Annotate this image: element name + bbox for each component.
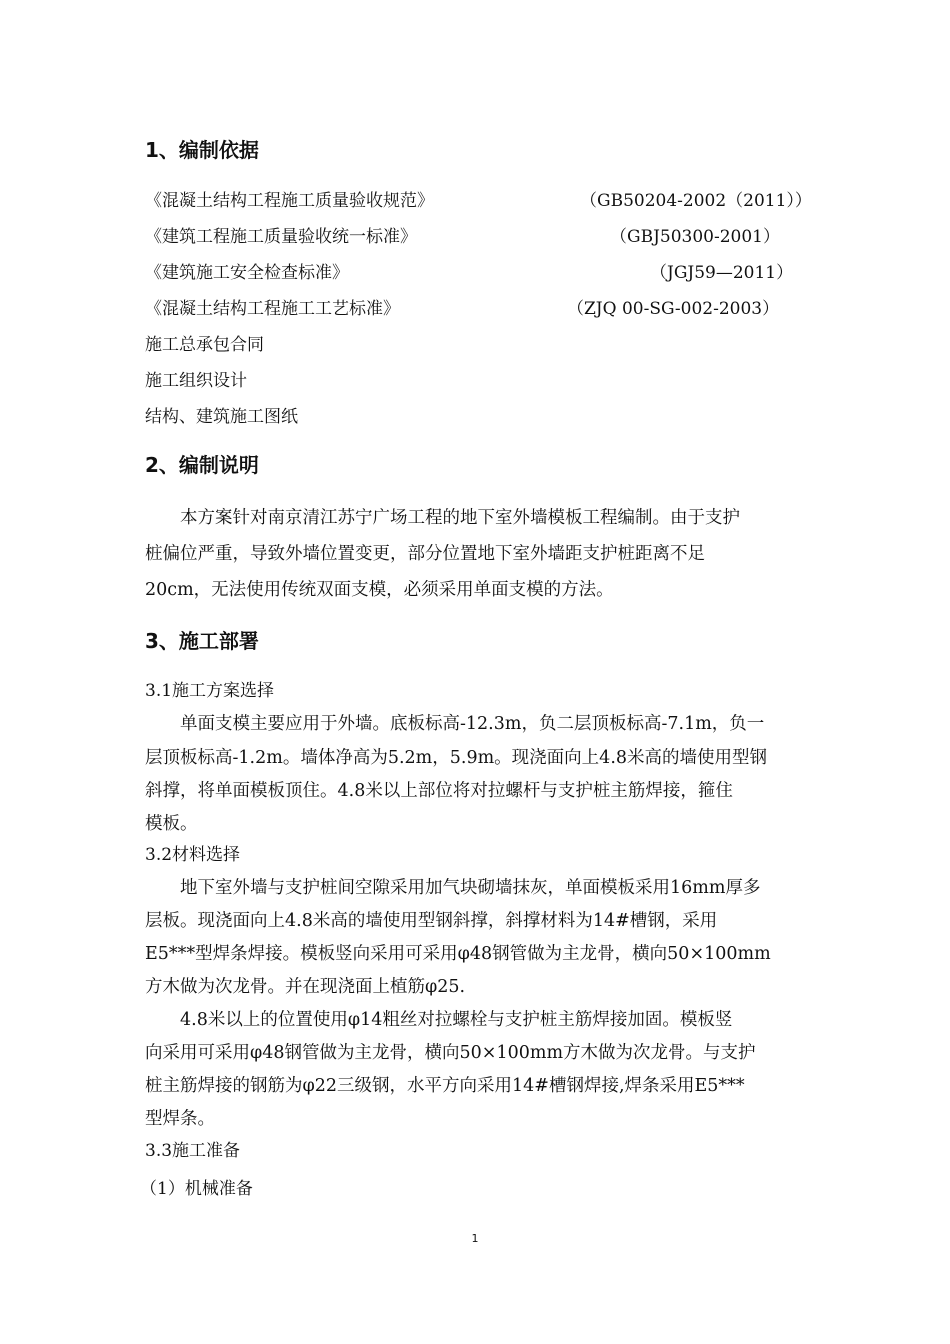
- reference-code: （JGJ59—2011）: [650, 263, 794, 283]
- reference-row: [145, 225, 810, 249]
- reference-row: [145, 261, 810, 285]
- paragraph-line: 斜撑，将单面模板顶住。4.8米以上部位将对拉螺杆与支护桩主筋焊接，箍住: [145, 781, 733, 801]
- description-line: 桩偏位严重，导致外墙位置变更，部分位置地下室外墙距支护桩距离不足: [145, 544, 705, 564]
- paragraph-line: 型焊条。: [145, 1109, 215, 1129]
- basis-item: 施工总承包合同: [145, 335, 264, 355]
- paragraph-line: 桩主筋焊接的钢筋为φ22三级钢，水平方向采用14#槽钢焊接,焊条采用E5***: [145, 1076, 745, 1096]
- reference-title: 《混凝土结构工程施工质量验收规范》: [145, 191, 434, 211]
- reference-title: 《建筑施工安全检查标准》: [145, 263, 349, 283]
- paragraph-line: 模板。: [145, 814, 198, 834]
- reference-title: 《建筑工程施工质量验收统一标准》: [145, 227, 417, 247]
- reference-code: （GBJ50300-2001）: [610, 227, 780, 247]
- paragraph-line: 方木做为次龙骨。并在现浇面上植筋φ25.: [145, 977, 466, 997]
- subsection-title-3-2: 3.2材料选择: [145, 845, 241, 865]
- paragraph-line: 向采用可采用φ48钢管做为主龙骨，横向50×100mm方木做为次龙骨。与支护: [145, 1043, 756, 1063]
- reference-code: （GB50204-2002（2011））: [580, 191, 812, 211]
- section-heading-basis: 1、编制依据: [145, 138, 259, 162]
- reference-row: [145, 189, 810, 213]
- subsection-title-3-1: 3.1施工方案选择: [145, 681, 275, 701]
- section-heading-deployment: 3、施工部署: [145, 629, 259, 653]
- description-line: 本方案针对南京清江苏宁广场工程的地下室外墙模板工程编制。由于支护: [180, 508, 740, 528]
- description-line: 20cm，无法使用传统双面支模，必须采用单面支模的方法。: [145, 580, 614, 600]
- paragraph-line: 单面支模主要应用于外墙。底板标高-12.3m，负二层顶板标高-7.1m，负一: [180, 714, 765, 734]
- section-heading-description: 2、编制说明: [145, 453, 259, 477]
- page-number: 1: [471, 1232, 479, 1245]
- basis-item: 施工组织设计: [145, 371, 247, 391]
- reference-title: 《混凝土结构工程施工工艺标准》: [145, 299, 400, 319]
- list-item: （1）机械准备: [140, 1179, 253, 1199]
- paragraph-line: 4.8米以上的位置使用φ14粗丝对拉螺栓与支护桩主筋焊接加固。模板竖: [180, 1010, 733, 1030]
- subsection-title-3-3: 3.3施工准备: [145, 1141, 241, 1161]
- reference-code: （ZJQ 00-SG-002-2003）: [567, 299, 780, 319]
- paragraph-line: 层顶板标高-1.2m。墙体净高为5.2m，5.9m。现浇面向上4.8米高的墙使用型钢: [145, 748, 768, 768]
- paragraph-line: 层板。现浇面向上4.8米高的墙使用型钢斜撑，斜撑材料为14#槽钢，采用: [145, 911, 718, 931]
- basis-item: 结构、建筑施工图纸: [145, 407, 298, 427]
- paragraph-line: 地下室外墙与支护桩间空隙采用加气块砌墙抹灰，单面模板采用16mm厚多: [180, 878, 761, 898]
- reference-row: [145, 297, 810, 321]
- paragraph-line: E5***型焊条焊接。模板竖向采用可采用φ48钢管做为主龙骨，横向50×100mm: [145, 944, 771, 964]
